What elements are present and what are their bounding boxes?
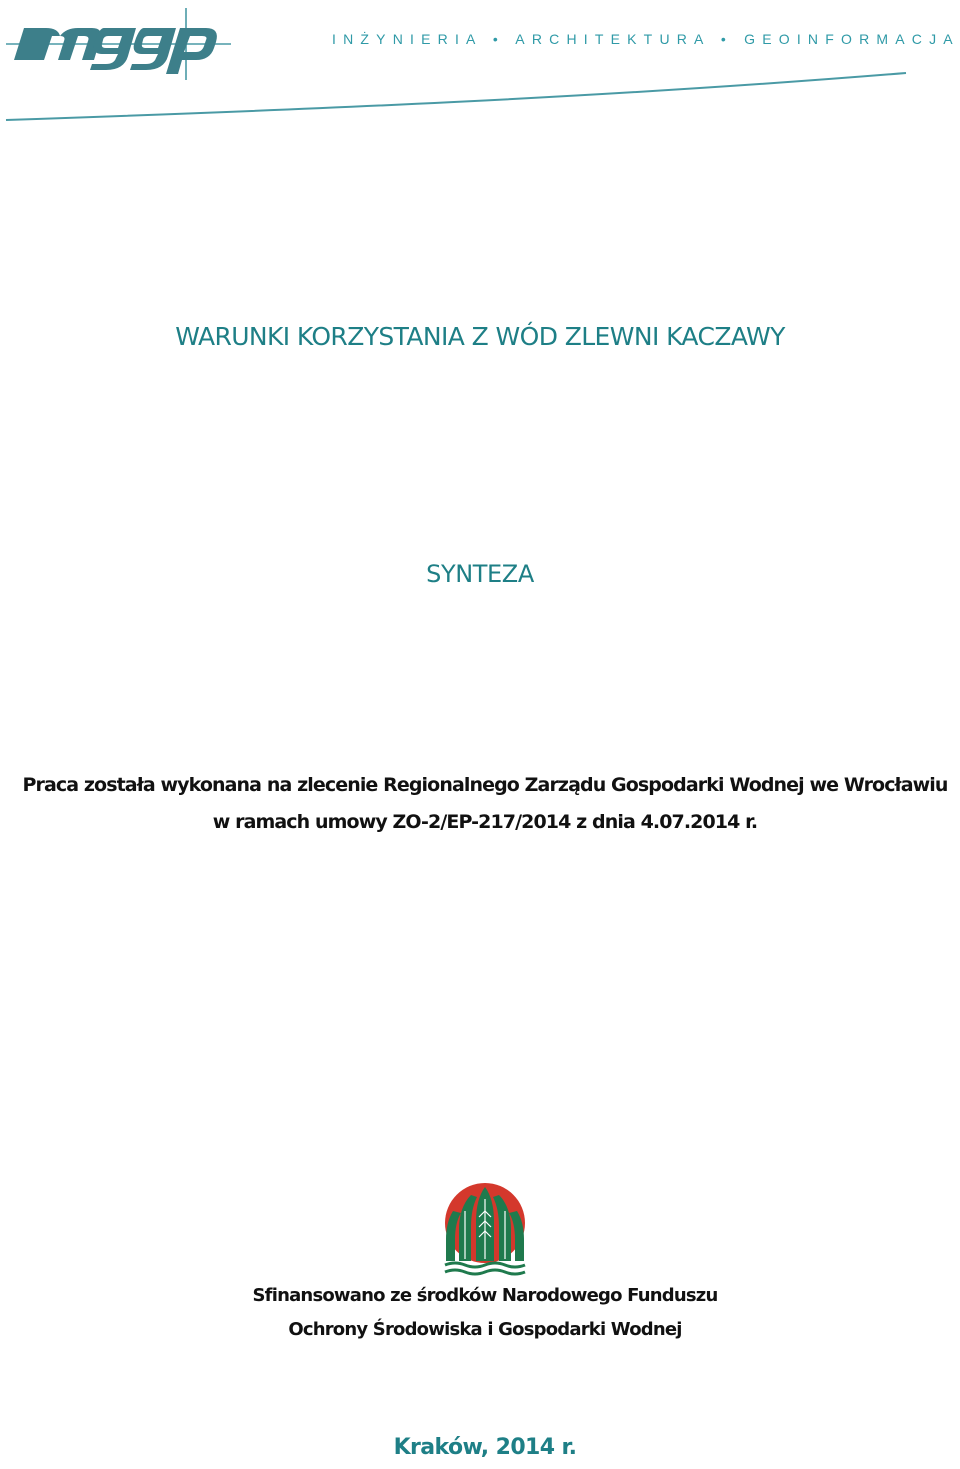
company-tagline: INŻYNIERIA • ARCHITEKTURA • GEOINFORMACJA — [332, 31, 960, 47]
commission-statement-line-1: Praca została wykonana na zlecenie Regionalnego Zarządu Gospodarki Wodnej we Wrocławiu — [22, 774, 948, 796]
funding-statement-line-1: Sfinansowano ze środków Narodowego Funduszu — [252, 1285, 718, 1306]
funding-statement-line-2: Ochrony Środowiska i Gospodarki Wodnej — [288, 1319, 682, 1340]
document-title: WARUNKI KORZYSTANIA Z WÓD ZLEWNI KACZAWY — [175, 322, 785, 351]
nfosigw-logo-icon — [443, 1181, 527, 1277]
document-subtitle: SYNTEZA — [426, 560, 534, 588]
page-header — [0, 0, 960, 130]
mggp-logo — [6, 8, 231, 80]
place-and-date: Kraków, 2014 r. — [393, 1435, 577, 1460]
commission-statement-line-2: w ramach umowy ZO-2/EP-217/2014 z dnia 4.07.2014 r. — [212, 811, 758, 833]
